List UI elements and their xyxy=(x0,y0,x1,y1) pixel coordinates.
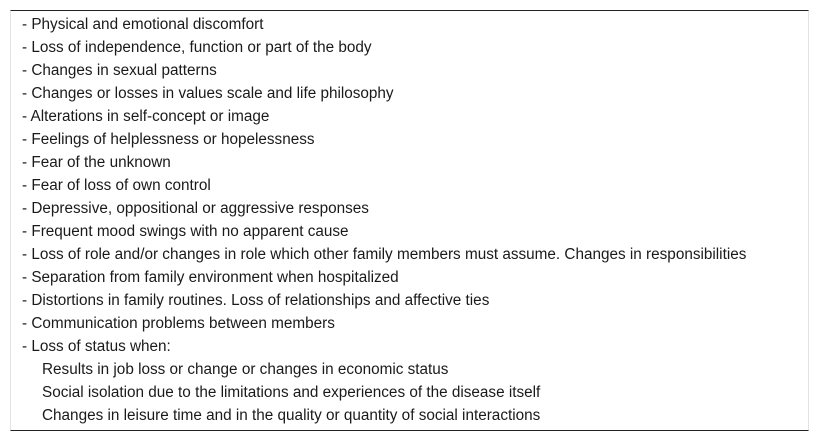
list-item: - Fear of the unknown xyxy=(22,154,171,171)
list-item: - Changes or losses in values scale and life philosophy xyxy=(22,85,394,102)
list-item: - Distortions in family routines. Loss of relationships and affective ties xyxy=(22,292,490,309)
list-item: - Changes in sexual patterns xyxy=(22,62,217,79)
list-item: - Alterations in self-concept or image xyxy=(22,108,270,125)
list-item: - Separation from family environment when hospitalized xyxy=(22,269,399,286)
list-item: - Feelings of helplessness or hopelessness xyxy=(22,131,315,148)
list-item: - Loss of independence, function or part of the body xyxy=(22,39,372,56)
list-item: - Loss of role and/or changes in role which other family members must assume. Changes in responsibilities xyxy=(22,246,747,263)
sub-list-item: Social isolation due to the limitations and experiences of the disease itself xyxy=(42,384,541,401)
sub-list-item: Changes in leisure time and in the quality or quantity of social interactions xyxy=(42,407,541,424)
sub-list-item: Results in job loss or change or changes in economic status xyxy=(42,361,449,378)
list-item: - Loss of status when: xyxy=(22,338,171,355)
list-item: - Frequent mood swings with no apparent cause xyxy=(22,223,349,240)
content-table xyxy=(10,10,809,431)
list-item: - Fear of loss of own control xyxy=(22,177,211,194)
list-item: - Physical and emotional discomfort xyxy=(22,16,264,33)
list-item: - Depressive, oppositional or aggressive responses xyxy=(22,200,369,217)
list-item: - Communication problems between members xyxy=(22,315,335,332)
